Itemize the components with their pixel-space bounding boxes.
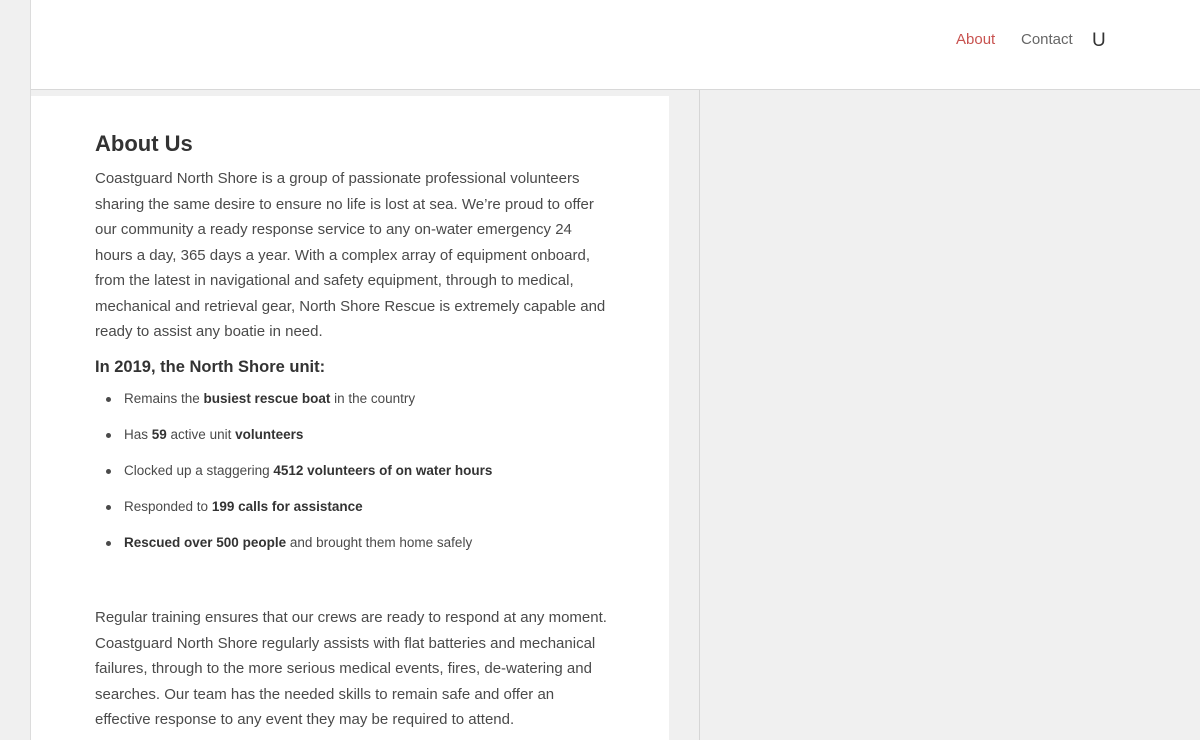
list-item: Responded to 199 calls for assistance xyxy=(95,497,610,533)
main-content xyxy=(31,96,669,740)
training-paragraph: Regular training ensures that our crews are ready to respond at any moment. Coastguard North Shore regularly assists with flat batteries and mechanical failures, through to the more serious medical events, fires, de-watering and searches. Our team has the needed skills to remain safe and offer an effective response to any event they may be required to attend. xyxy=(95,609,607,728)
list-item: Has 59 active unit volunteers xyxy=(95,425,610,461)
stats-subheading: In 2019, the North Shore unit: xyxy=(95,358,326,376)
nav-about-link[interactable]: About xyxy=(956,31,996,48)
list-item: Clocked up a staggering 4512 volunteers of on water hours xyxy=(95,461,610,497)
nav-contact-link[interactable]: Contact xyxy=(1021,31,1073,48)
page-title: About Us xyxy=(95,131,193,156)
left-gutter xyxy=(0,0,31,740)
list-item: Rescued over 500 people and brought them home safely xyxy=(95,533,610,569)
stats-list xyxy=(95,389,610,569)
site-header xyxy=(31,0,1200,90)
intro-paragraph: Coastguard North Shore is a group of passionate professional volunteers sharing the same desire to ensure no life is lost at sea. We’re proud to offer our community a ready response service to any on-water emergency 24 hours a day, 365 days a year. With a complex array of equipment onboard, from the latest in navigational and safety equipment, through to medical, mechanical and retrieval gear, North Shore Rescue is extremely capable and ready to assist any boatie in need. xyxy=(95,170,606,340)
nav-extra-item[interactable]: U xyxy=(1092,30,1106,51)
list-item: Remains the busiest rescue boat in the country xyxy=(95,389,610,425)
sidebar-divider xyxy=(699,90,700,740)
